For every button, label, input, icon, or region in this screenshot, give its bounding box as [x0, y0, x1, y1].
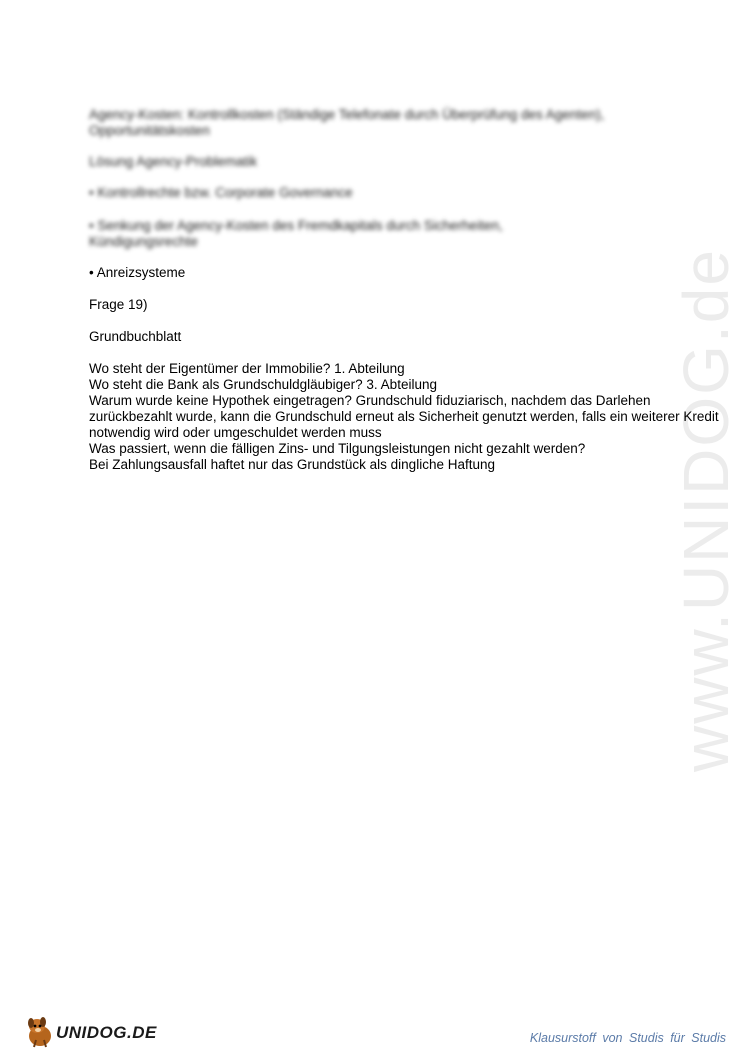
- text-line: Bei Zahlungsausfall haftet nur das Grundstück als dingliche Haftung: [89, 457, 495, 472]
- blurred-text-line: Kündigungsrechte: [89, 234, 198, 249]
- text-line: Wo steht der Eigentümer der Immobilie? 1. Abteilung: [89, 361, 405, 376]
- section-heading: Grundbuchblatt: [89, 329, 182, 344]
- text-line: notwendig wird oder umgeschuldet werden muss: [89, 425, 382, 440]
- logo-text: UNIDOG.DE: [56, 1023, 157, 1042]
- blurred-text-line: • Kontrollrechte bzw. Corporate Governance: [89, 185, 353, 200]
- bullet-item: • Anreizsysteme: [89, 265, 186, 280]
- blurred-text-line: Agency-Kosten: Kontrollkosten (Ständige Telefonate durch Überprüfung des Agenten),: [89, 107, 605, 122]
- watermark: www.UNIDOG.de: [670, 248, 742, 772]
- blurred-text-line: • Senkung der Agency-Kosten des Fremdkapitals durch Sicherheiten,: [89, 218, 503, 233]
- blurred-text-line: Lösung Agency-Problematik: [89, 154, 258, 169]
- text-line: zurückbezahlt wurde, kann die Grundschuld erneut als Sicherheit genutzt werden, falls ein weiterer Kredit: [89, 409, 719, 424]
- text-line: Warum wurde keine Hypothek eingetragen? Grundschuld fiduziarisch, nachdem das Darlehen: [89, 393, 651, 408]
- unidog-logo: [22, 1014, 157, 1050]
- blurred-text-line: Opportunitätskosten: [89, 123, 210, 138]
- text-line: Wo steht die Bank als Grundschuldgläubiger? 3. Abteilung: [89, 377, 437, 392]
- text-line: Was passiert, wenn die fälligen Zins- und Tilgungsleistungen nicht gezahlt werden?: [89, 441, 586, 456]
- dog-mascot-icon: [22, 1014, 58, 1050]
- question-number: Frage 19): [89, 297, 148, 312]
- footer-tagline: Klausurstoff von Studis für Studis: [529, 1031, 726, 1045]
